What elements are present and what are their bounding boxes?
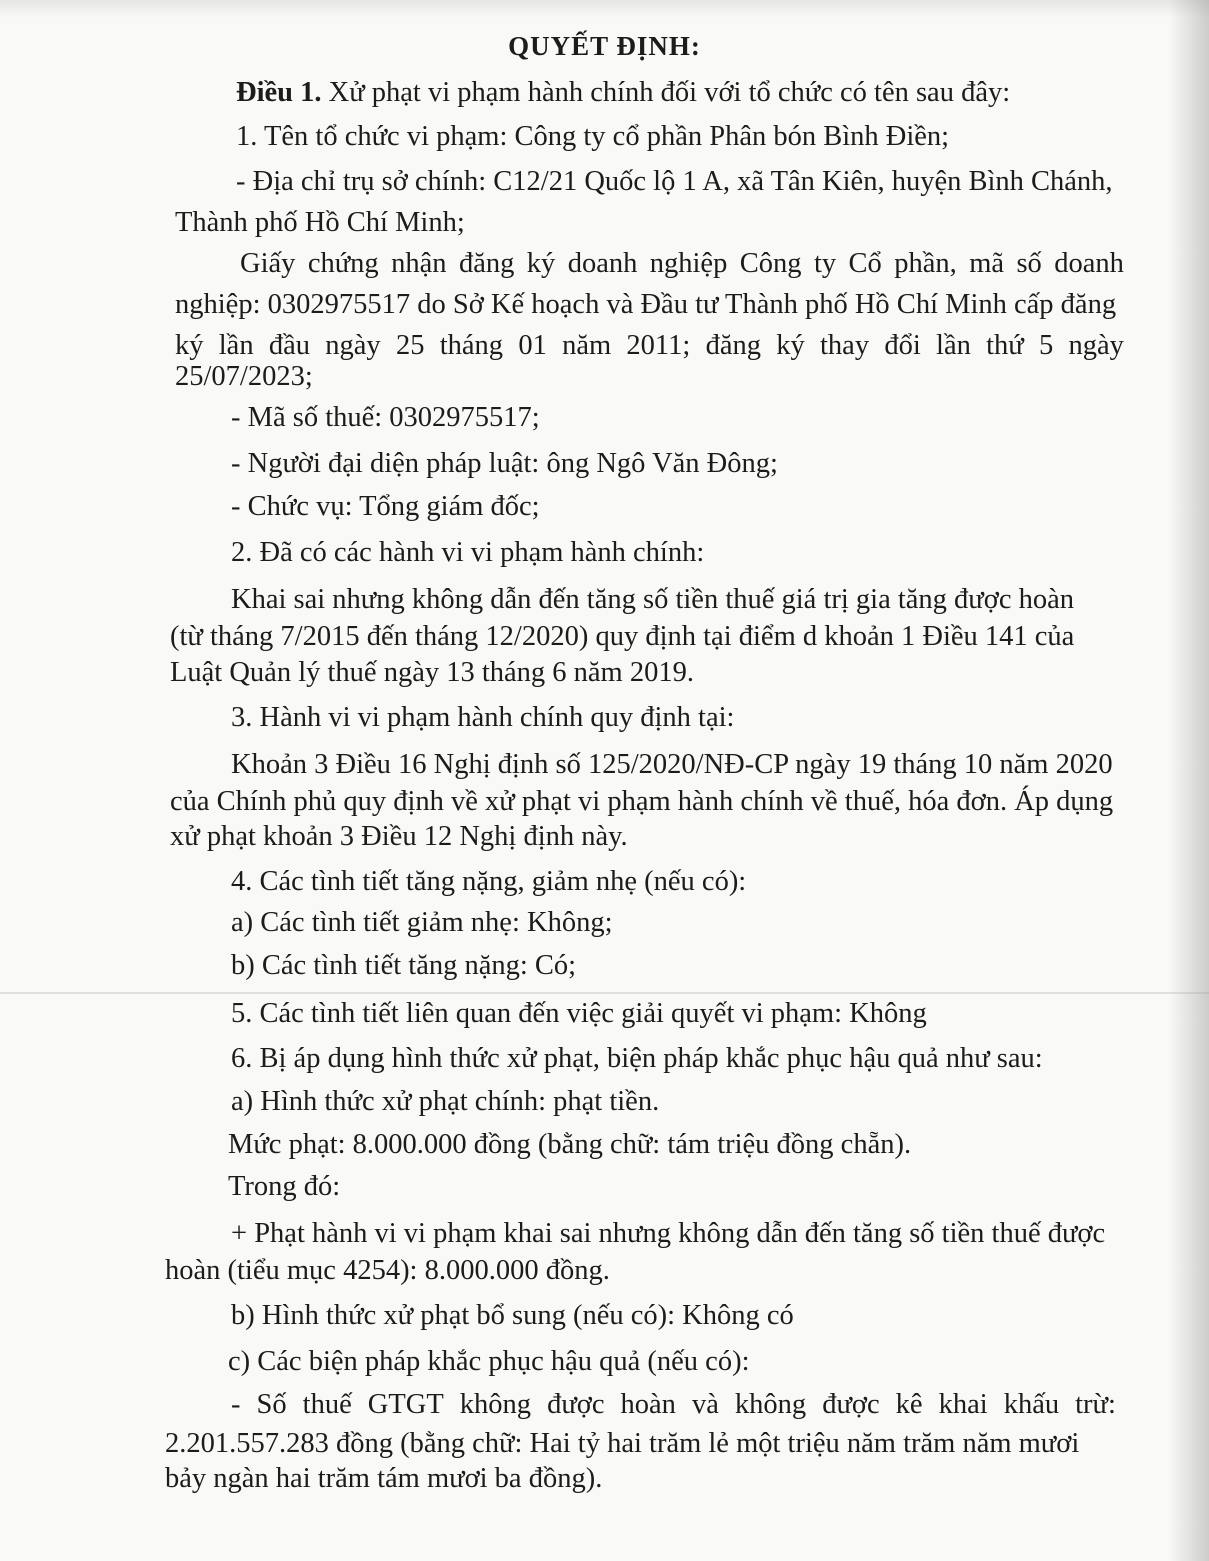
word: đăng [458, 248, 515, 279]
word: được [547, 1389, 605, 1420]
word: doanh [567, 248, 638, 279]
word: khấu [1003, 1389, 1060, 1420]
word: ký [776, 330, 805, 361]
word: thay [820, 330, 870, 361]
word: và [691, 1389, 719, 1420]
word: Giấy [240, 248, 296, 279]
word: ty [813, 248, 837, 279]
mitigating-circumstances: a) Các tình tiết giảm nhẹ: Không; [231, 907, 613, 938]
word: ngày [1068, 330, 1124, 361]
registration-line-3 [175, 326, 1124, 366]
org-name: 1. Tên tổ chức vi phạm: Công ty cổ phần Phân bón Bình Điền; [236, 121, 950, 152]
word: không [734, 1389, 807, 1420]
word: doanh [1054, 248, 1124, 279]
word: phần, [894, 248, 957, 279]
word: nhận [391, 248, 447, 279]
word: ngày [325, 330, 381, 361]
word: năm [562, 330, 612, 361]
word: mã [969, 248, 1005, 279]
word: GTGT [367, 1389, 444, 1420]
fine-amount: Mức phạt: 8.000.000 đồng (bằng chữ: tám triệu đồng chẵn). [228, 1129, 912, 1160]
aggravating-circumstances: b) Các tình tiết tăng nặng: Có; [231, 950, 577, 981]
tax-code: - Mã số thuế: 0302975517; [231, 402, 540, 433]
scan-shadow-right [1169, 0, 1209, 1561]
regulation-line-2: của Chính phủ quy định về xử phạt vi phạm hành chính về thuế, hóa đơn. Áp dụng [170, 786, 1114, 817]
registration-line-2: nghiệp: 0302975517 do Sở Kế hoạch và Đầu tư Thành phố Hồ Chí Minh cấp đăng [175, 289, 1117, 320]
position: - Chức vụ: Tổng giám đốc; [231, 491, 540, 522]
word: thuế [302, 1389, 352, 1420]
remedial-line-3: bảy ngàn hai trăm tám mươi ba đồng). [165, 1463, 603, 1494]
word: tháng [439, 330, 504, 361]
penalty-heading: 6. Bị áp dụng hình thức xử phạt, biện pháp khắc phục hậu quả như sau: [231, 1043, 1043, 1074]
word: hoàn [620, 1389, 676, 1420]
article-1-label: Điều 1. [236, 77, 322, 108]
additional-penalty: b) Hình thức xử phạt bổ sung (nếu có): Không có [231, 1300, 794, 1331]
word: thứ [986, 330, 1024, 361]
word: trừ: [1075, 1389, 1116, 1420]
article-1 [236, 73, 1010, 113]
word: ký [175, 330, 204, 361]
word: đổi [884, 330, 921, 361]
word: 5 [1039, 330, 1054, 361]
registration-line-1 [240, 244, 1124, 284]
word: Số [256, 1389, 287, 1420]
word: 01 [518, 330, 547, 361]
word: nghiệp [649, 248, 728, 279]
violation-line-1: Khai sai nhưng không dẫn đến tăng số tiền thuế giá trị gia tăng được hoàn [231, 584, 1074, 615]
violation-heading: 2. Đã có các hành vi vi phạm hành chính: [231, 537, 705, 568]
word: đầu [268, 330, 311, 361]
word: số [1016, 248, 1042, 279]
article-1-text: Xử phạt vi phạm hành chính đối với tổ chức có tên sau đây: [328, 77, 1011, 108]
word: ký [526, 248, 556, 279]
word: 25 [395, 330, 425, 361]
in-which-label: Trong đó: [228, 1171, 341, 1202]
word: lần [936, 330, 971, 361]
word: - [231, 1389, 241, 1420]
word: kê [895, 1389, 923, 1420]
word: không [459, 1389, 532, 1420]
legal-representative: - Người đại diện pháp luật: ông Ngô Văn Đông; [231, 448, 778, 479]
word: chứng [307, 248, 379, 279]
violation-line-2: (từ tháng 7/2015 đến tháng 12/2020) quy định tại điểm d khoản 1 Điều 141 của [170, 621, 1075, 652]
penalty-detail-line-1: + Phạt hành vi vi phạm khai sai nhưng không dẫn đến tăng số tiền thuế được [231, 1218, 1106, 1249]
remedial-line-1 [231, 1385, 1116, 1425]
circumstances-heading: 4. Các tình tiết tăng nặng, giảm nhẹ (nếu có): [231, 866, 747, 897]
violation-line-3: Luật Quản lý thuế ngày 13 tháng 6 năm 2019. [170, 657, 694, 688]
word: Công [739, 248, 802, 279]
word: đăng [705, 330, 761, 361]
registration-line-4: 25/07/2023; [175, 361, 313, 392]
remedial-line-2: 2.201.557.283 đồng (bằng chữ: Hai tỷ hai trăm lẻ một triệu năm trăm năm mươi [165, 1428, 1080, 1459]
penalty-detail-line-2: hoàn (tiểu mục 4254): 8.000.000 đồng. [165, 1255, 610, 1286]
regulation-heading: 3. Hành vi vi phạm hành chính quy định tại: [231, 702, 735, 733]
document-title: QUYẾT ĐỊNH: [508, 31, 701, 61]
word: 2011; [626, 330, 691, 361]
word: được [822, 1389, 880, 1420]
address-line-1: - Địa chỉ trụ sở chính: C12/21 Quốc lộ 1 A, xã Tân Kiên, huyện Bình Chánh, [236, 166, 1113, 197]
word: Cổ [848, 248, 882, 279]
main-penalty: a) Hình thức xử phạt chính: phạt tiền. [231, 1086, 660, 1117]
address-line-2: Thành phố Hồ Chí Minh; [175, 207, 465, 238]
word: khai [938, 1389, 988, 1420]
related-circumstances: 5. Các tình tiết liên quan đến việc giải quyết vi phạm: Không [231, 998, 927, 1029]
remedial-heading: c) Các biện pháp khắc phục hậu quả (nếu có): [228, 1346, 750, 1377]
regulation-line-1: Khoản 3 Điều 16 Nghị định số 125/2020/NĐ-CP ngày 19 tháng 10 năm 2020 [231, 749, 1113, 780]
regulation-line-3: xử phạt khoản 3 Điều 12 Nghị định này. [170, 821, 628, 852]
word: lần [218, 330, 254, 361]
scan-shadow-top [0, 0, 1209, 18]
